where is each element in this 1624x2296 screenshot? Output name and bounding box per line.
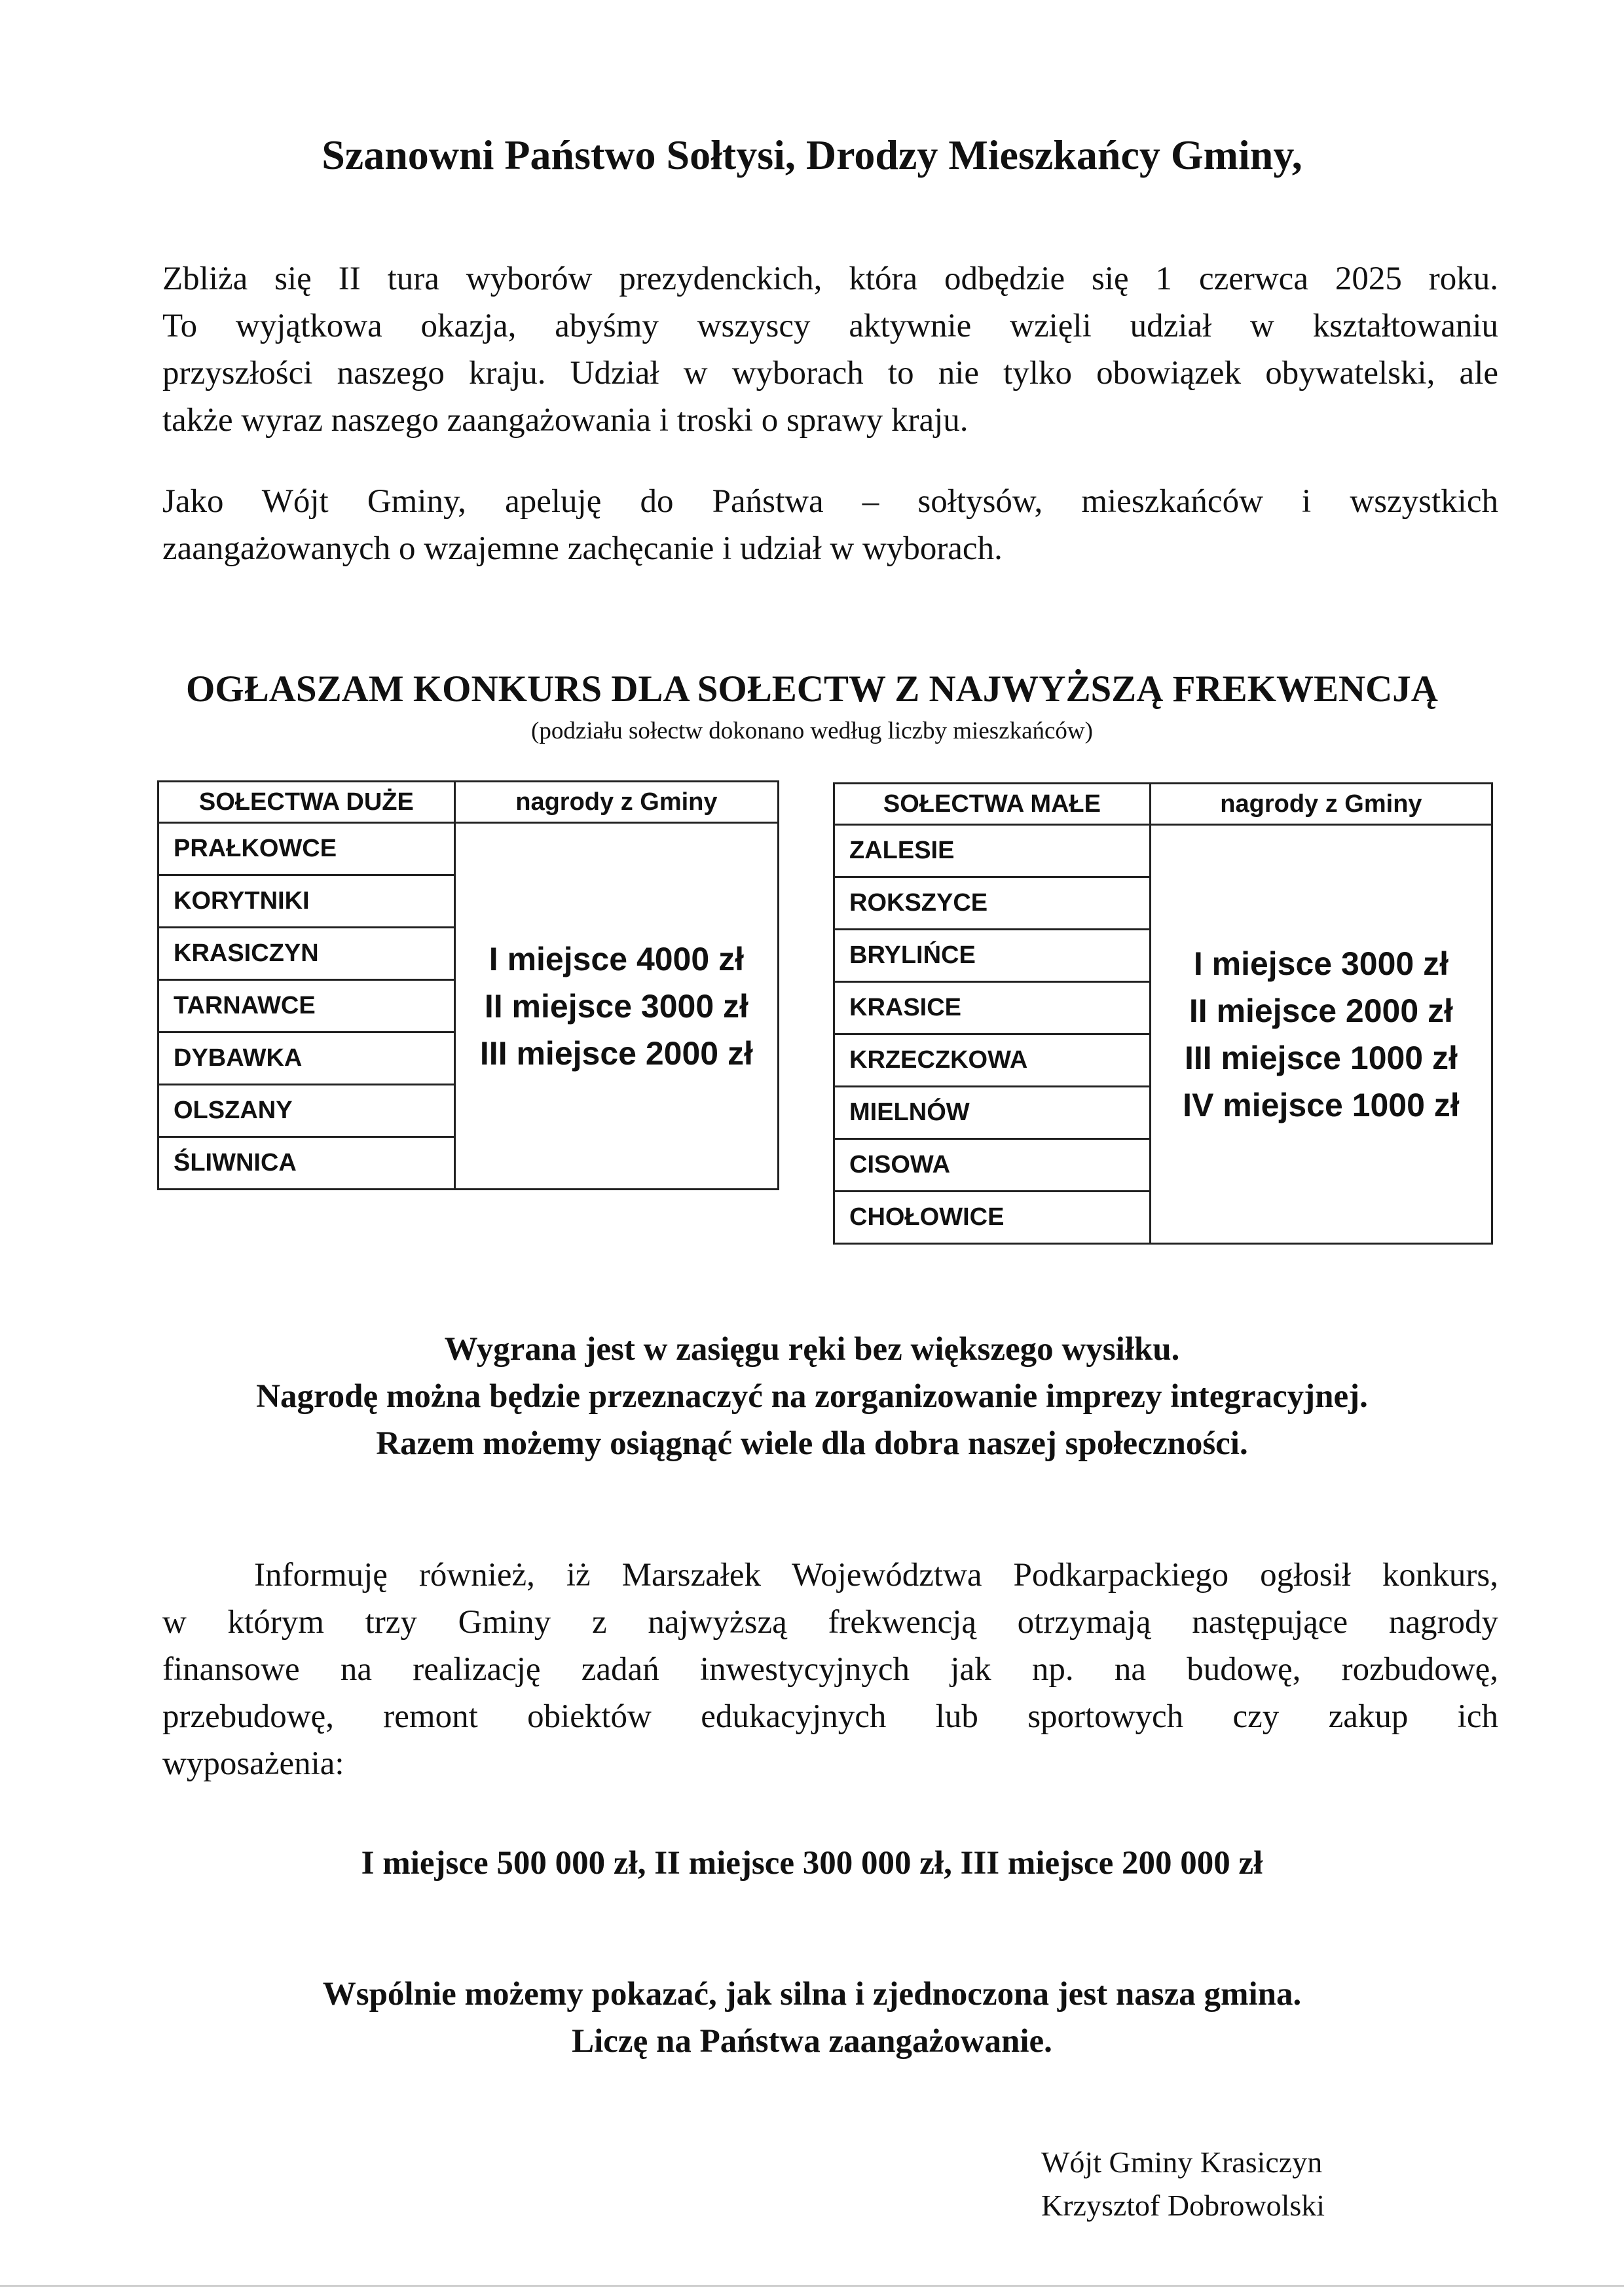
table-row: ROKSZYCE xyxy=(834,877,1151,930)
motivation-line: Wygrana jest w zasięgu ręki bez większego wysiłku. xyxy=(444,1331,1180,1368)
appeal-paragraph xyxy=(162,478,1498,572)
closing-line: Wspólnie możemy pokazać, jak silna i zjednoczona jest nasza gmina. xyxy=(322,1976,1302,2013)
prize-line: III miejsce 2000 zł xyxy=(479,1034,753,1072)
motivation-line: Razem możemy osiągnąć wiele dla dobra naszej społeczności. xyxy=(376,1425,1248,1462)
closing-line: Liczę na Państwa zaangażowanie. xyxy=(572,2023,1052,2060)
motivation-line: Nagrodę można będzie przeznaczyć na zorganizowanie imprezy integracyjnej. xyxy=(256,1378,1368,1415)
prize-line: I miejsce 3000 zł xyxy=(1193,945,1449,982)
appeal-line: Jako Wójt Gminy, apeluję do Państwa – sołtysów, mieszkańców i wszystkich xyxy=(162,483,1498,520)
table-row: KRZECZKOWA xyxy=(834,1034,1151,1087)
table-row: PRAŁKOWCE xyxy=(158,823,455,875)
signature-block xyxy=(1041,2141,1325,2227)
intro-line: także wyraz naszego zaangażowania i troski o sprawy kraju. xyxy=(162,402,969,439)
prize-line: IV miejsce 1000 zł xyxy=(1183,1086,1460,1123)
letter-heading: Szanowni Państwo Sołtysi, Drodzy Mieszkańcy Gminy, xyxy=(322,132,1302,178)
contest-subtitle: (podziału sołectw dokonano według liczby mieszkańców) xyxy=(531,718,1093,744)
table-row: ZALESIE xyxy=(834,825,1151,877)
contest-title: OGŁASZAM KONKURS DLA SOŁECTW Z NAJWYŻSZĄ FREKWENCJĄ xyxy=(186,668,1438,710)
prize-line: II miejsce 3000 zł xyxy=(484,987,748,1025)
table-header-prizes: nagrody z Gminy xyxy=(1150,784,1492,825)
intro-line: Zbliża się II tura wyborów prezydenckich, która odbędzie się 1 czerwca 2025 roku. xyxy=(162,261,1498,297)
marshal-line: w którym trzy Gminy z najwyższą frekwencją otrzymają następujące nagrody xyxy=(162,1604,1498,1641)
marshal-line: finansowe na realizację zadań inwestycyjnych jak np. na budowę, rozbudowę, xyxy=(162,1651,1498,1688)
intro-paragraph xyxy=(162,255,1498,444)
marshal-prizes: I miejsce 500 000 zł, II miejsce 300 000 zł, III miejsce 200 000 zł xyxy=(361,1845,1263,1882)
table-header-prizes: nagrody z Gminy xyxy=(454,782,778,823)
marshal-paragraph xyxy=(162,1552,1498,1787)
table-header-villages: SOŁECTWA MAŁE xyxy=(834,784,1151,825)
motivation-block xyxy=(0,1326,1624,1467)
prize-line: I miejsce 4000 zł xyxy=(489,940,744,977)
table-row: OLSZANY xyxy=(158,1085,455,1137)
table-row: KRASICZYN xyxy=(158,928,455,980)
table-row: KORYTNIKI xyxy=(158,875,455,928)
intro-line: To wyjątkowa okazja, abyśmy wszyscy aktywnie wzięli udział w kształtowaniu xyxy=(162,308,1498,344)
table-row: CISOWA xyxy=(834,1139,1151,1192)
table-row: KRASICE xyxy=(834,982,1151,1034)
marshal-line: wyposażenia: xyxy=(162,1745,344,1782)
prize-line: III miejsce 1000 zł xyxy=(1184,1039,1458,1076)
table-row: MIELNÓW xyxy=(834,1087,1151,1139)
signature-role: Wójt Gminy Krasiczyn xyxy=(1041,2145,1323,2179)
table-header-villages: SOŁECTWA DUŻE xyxy=(158,782,455,823)
appeal-line: zaangażowanych o wzajemne zachęcanie i udział w wyborach. xyxy=(162,530,1003,567)
table-row: ŚLIWNICA xyxy=(158,1137,455,1190)
marshal-line: przebudowę, remont obiektów edukacyjnych lub sportowych czy zakup ich xyxy=(162,1698,1498,1735)
small-villages-table xyxy=(833,782,1493,1245)
table-row: CHOŁOWICE xyxy=(834,1192,1151,1244)
scan-edge-divider xyxy=(0,2285,1624,2287)
marshal-line: Informuję również, iż Marszałek Województwa Podkarpackiego ogłosił konkurs, xyxy=(254,1557,1498,1594)
closing-block xyxy=(0,1971,1624,2065)
prizes-cell xyxy=(454,823,778,1190)
large-villages-table xyxy=(157,780,779,1190)
prize-line: II miejsce 2000 zł xyxy=(1189,992,1453,1029)
prizes-cell xyxy=(1150,825,1492,1244)
table-row: DYBAWKA xyxy=(158,1032,455,1085)
signature-name: Krzysztof Dobrowolski xyxy=(1041,2189,1325,2222)
table-row: BRYLIŃCE xyxy=(834,930,1151,982)
intro-line: przyszłości naszego kraju. Udział w wyborach to nie tylko obowiązek obywatelski, ale xyxy=(162,355,1498,392)
table-row: TARNAWCE xyxy=(158,980,455,1032)
